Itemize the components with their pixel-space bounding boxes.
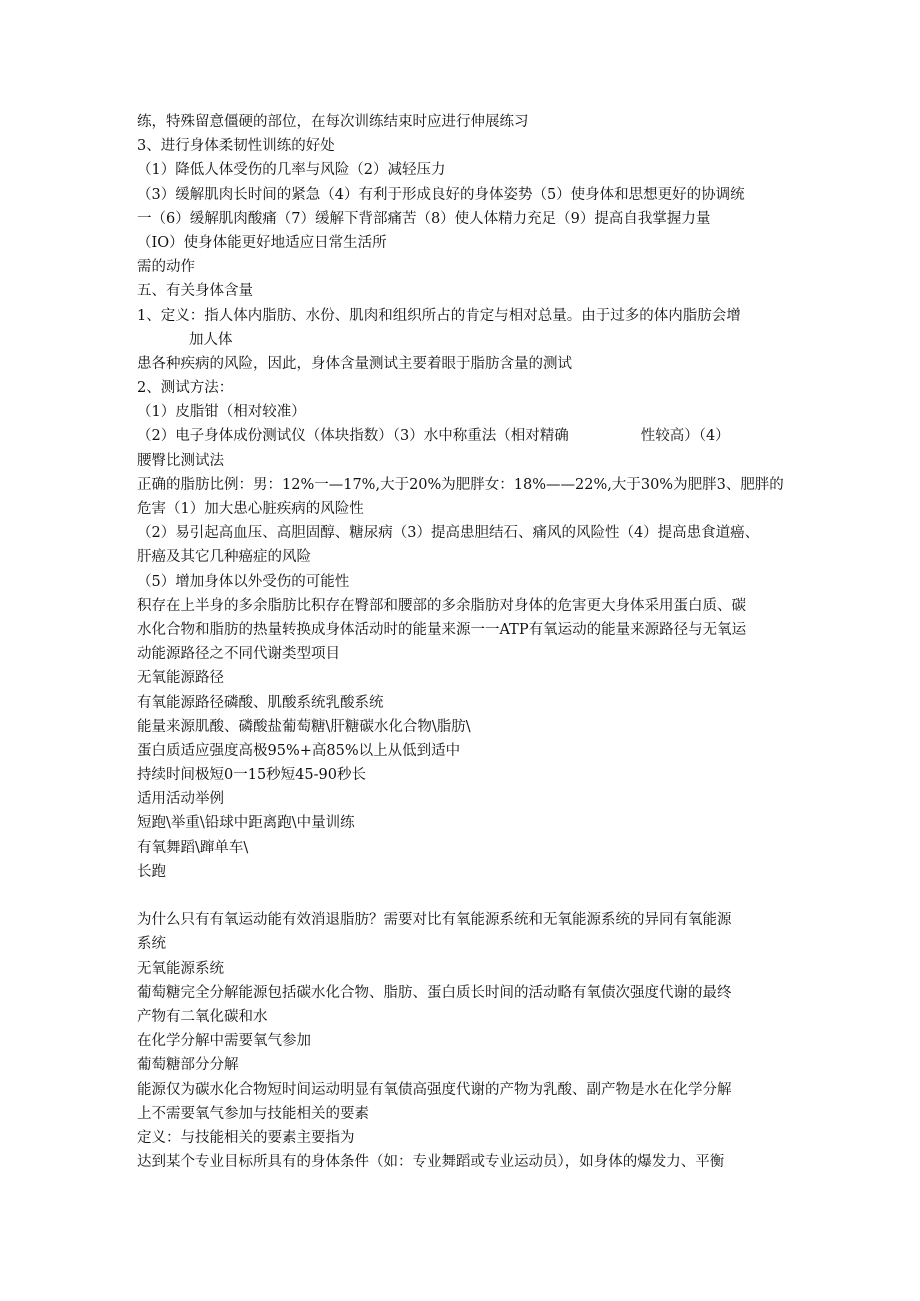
text-line: （1）降低人体受伤的几率与风险（2）减轻压力: [137, 162, 446, 179]
text-line: 蛋白质适应强度高极95%+高85%以上从低到适中: [137, 742, 461, 759]
text-line: 长跑: [137, 863, 166, 880]
section-heading: 五、有关身体含量: [137, 283, 253, 300]
text-line: 达到某个专业目标所具有的身体条件（如：专业舞蹈或专业运动员），如身体的爆发力、平衡: [137, 1154, 725, 1171]
text-line: 持续时间极短0一15秒短45-90秒长: [137, 767, 366, 784]
text-line: （2）易引起高血压、高胆固醇、糖尿病（3）提高患胆结石、痛风的风险性（4）提高患食道癌、: [137, 525, 760, 542]
text-line-split: [137, 424, 797, 448]
text-line: 危害（1）加大患心脏疾病的风险性: [137, 501, 364, 517]
text-line: 1、定义：指人体内脂肪、水份、肌肉和组织所占的肯定与相对总量。由于过多的体内脂肪会增: [137, 307, 741, 324]
section-heading: 3、进行身体柔韧性训练的好处: [137, 138, 335, 155]
text-line-indented: 加人体: [189, 331, 233, 348]
text-line: 无氧能源系统: [137, 960, 224, 977]
paragraph-gap: [137, 884, 797, 908]
text-line: 正确的脂肪比例：男：12%一—17%,大于20%为肥胖女：18%——22%,大于30%为肥胖3、肥胖的: [137, 476, 784, 493]
text-line: 无氧能源路径: [137, 670, 224, 687]
text-line: 练，特殊留意僵硬的部位，在每次训练结束时应进行伸展练习: [137, 114, 529, 130]
text-line: 上不需要氧气参加与技能相关的要素: [137, 1105, 369, 1122]
text-line: 在化学分解中需要氧气参加: [137, 1033, 311, 1050]
text-line: 系统: [137, 936, 166, 953]
text-line: 有氧舞蹈\蹿单车\: [137, 839, 249, 856]
text-line: 动能源路径之不同代谢类型项目: [137, 646, 340, 663]
text-line: 患各种疾病的风险，因此，身体含量测试主要着眼于脂肪含量的测试: [137, 355, 572, 372]
text-line: 积存在上半身的多余脂肪比积存在臀部和腰部的多余脂肪对身体的危害更大身体采用蛋白质、碳: [137, 597, 746, 614]
text-line: 葡萄糖完全分解能源包括碳水化合物、脂肪、蛋白质长时间的活动略有氧债次强度代谢的最终: [137, 984, 732, 1001]
text-line: （5）增加身体以外受伤的可能性: [137, 573, 350, 590]
text-line: 产物有二氧化碳和水: [137, 1008, 268, 1025]
text-line: 水化合物和脂肪的热量转换成身体活动时的能量来源一一ATP有氧运动的能量来源路径与无氧运: [137, 621, 747, 638]
text-line: 能源仅为碳水化合物短时间运动明显有氧债高强度代谢的产物为乳酸、副产物是水在化学分解: [137, 1081, 732, 1098]
text-line: （1）皮脂钳（相对较准）: [137, 404, 306, 421]
text-line: 葡萄糖部分分解: [137, 1057, 239, 1074]
text-line: 短跑\举重\铅球中距离跑\中量训练: [137, 815, 355, 832]
section-heading: 2、测试方法：: [137, 380, 234, 397]
text-line: 定义：与技能相关的要素主要指为: [137, 1129, 355, 1146]
text-segment: （2）电子身体成份测试仪（体块指数）（3）水中称重法（相对精确: [137, 428, 569, 445]
text-line: 一（6）缓解肌肉酸痛（7）缓解下背部痛苦（8）使人体精力充足（9）提高自我掌握力量: [137, 210, 711, 227]
text-line: （IO）使身体能更好地适应日常生活所: [137, 234, 387, 251]
document-body: [137, 110, 797, 1174]
text-line: 肝癌及其它几种癌症的风险: [137, 549, 311, 566]
text-line: （3）缓解肌肉长时间的紧急（4）有利于形成良好的身体姿势（5）使身体和思想更好的协调统: [137, 186, 745, 203]
text-line: 腰臀比测试法: [137, 452, 224, 469]
text-line: 为什么只有有氧运动能有效消退脂肪？需要对比有氧能源系统和无氧能源系统的异同有氧能源: [137, 912, 732, 929]
text-segment: 性较高）（4）: [640, 428, 730, 445]
text-line: 能量来源肌酸、磷酸盐葡萄糖\肝糖碳水化合物\脂肪\: [137, 718, 471, 735]
text-line: 有氧能源路径磷酸、肌酸系统乳酸系统: [137, 694, 384, 711]
text-line: 适用活动举例: [137, 791, 224, 808]
text-line: 需的动作: [137, 259, 195, 276]
